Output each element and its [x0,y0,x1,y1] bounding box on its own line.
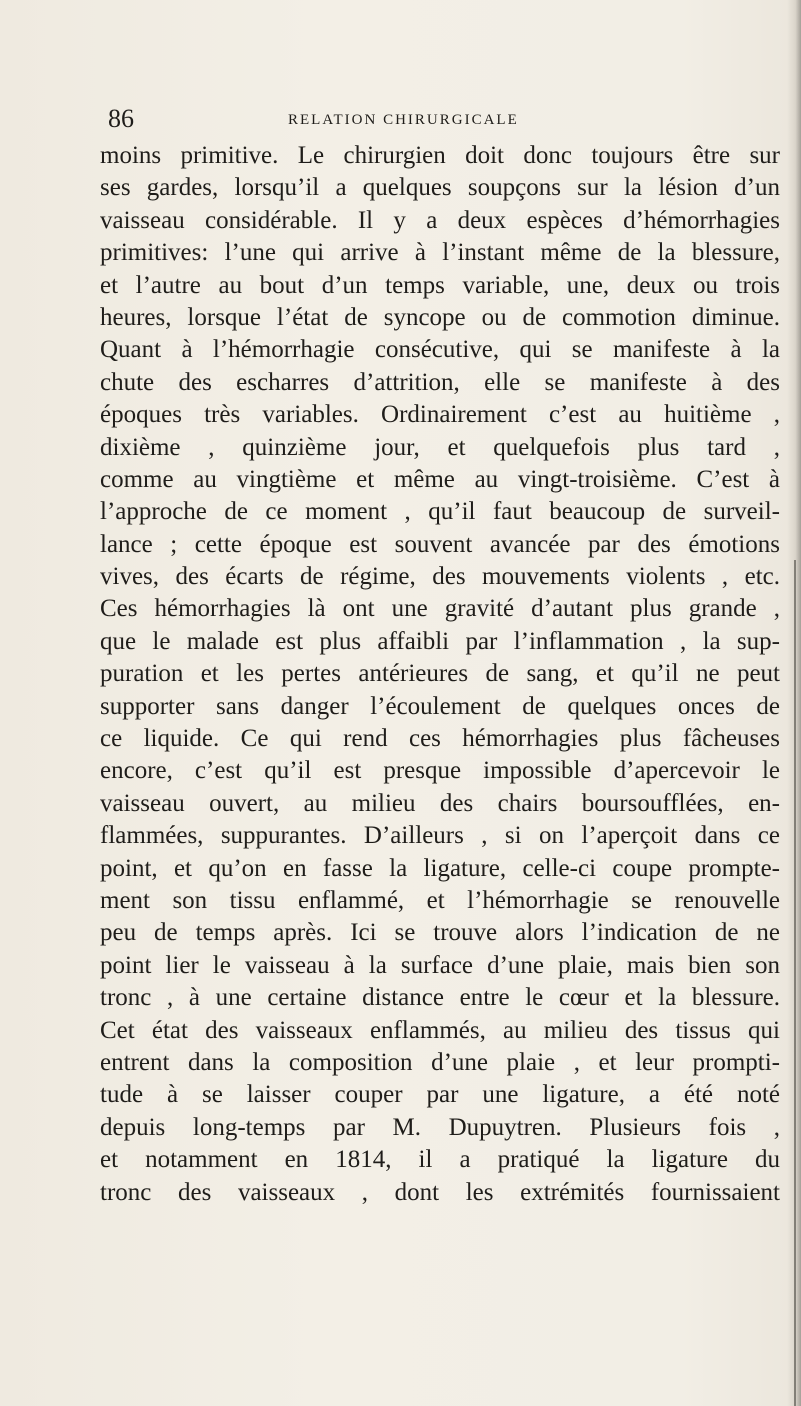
text-line: chute des escharres d’attrition, elle se manifeste à des [100,368,780,396]
text-line: point, et qu’on en fasse la ligature, celle-ci coupe prompte- [100,854,780,882]
text-line: supporter sans danger l’écoulement de quelques onces de [100,692,780,720]
text-line: tronc , à une certaine distance entre le cœur et la blessure. [100,984,780,1012]
page-number: 86 [108,104,134,133]
text-line: que le malade est plus affaibli par l’inflammation , la sup- [100,627,780,655]
text-line: vives, des écarts de régime, des mouvements violents , etc. [100,563,780,591]
text-line: flammées, suppurantes. D’ailleurs , si on l’aperçoit dans ce [100,822,780,850]
text-line: entrent dans la composition d’une plaie , et leur prompti- [100,1048,780,1076]
text-line: l’approche de ce moment , qu’il faut beaucoup de surveil- [100,498,780,526]
text-line: ce liquide. Ce qui rend ces hémorrhagies plus fâcheuses [100,725,780,753]
text-line: et l’autre au bout d’un temps variable, une, deux ou trois [100,271,780,299]
page-edge-line [794,560,796,1406]
text-line: lance ; cette époque est souvent avancée par des émotions [100,530,780,558]
text-line: dixième , quinzième jour, et quelquefois plus tard , [100,433,780,461]
text-line: époques très variables. Ordinairement c’est au huitième , [100,401,780,429]
text-line: heures, lorsque l’état de syncope ou de commotion diminue. [100,303,780,331]
text-line: puration et les pertes antérieures de sang, et qu’il ne peut [100,660,780,688]
text-line: tronc des vaisseaux , dont les extrémités fournissaient [100,1178,780,1206]
text-line: vaisseau considérable. Il y a deux espèces d’hémorrhagies [100,206,780,234]
text-line: encore, c’est qu’il est presque impossible d’apercevoir le [100,757,780,785]
text-line: moins primitive. Le chirurgien doit donc toujours être sur [100,142,780,169]
text-line: Quant à l’hémorrhagie consécutive, qui se manifeste à la [100,336,780,364]
text-line: primitives: l’une qui arrive à l’instant même de la blessure, [100,239,780,267]
text-line: peu de temps après. Ici se trouve alors l’indication de ne [100,919,780,947]
text-line: Ces hémorrhagies là ont une gravité d’autant plus grande , [100,595,780,623]
text-line: ment son tissu enflammé, et l’hémorrhagie se renouvelle [100,886,780,914]
text-line: depuis long-temps par M. Dupuytren. Plusieurs fois , [100,1113,780,1141]
text-line: tude à se laisser couper par une ligature, a été noté [100,1081,780,1109]
page-header [100,104,760,134]
text-line: et notamment en 1814, il a pratiqué la ligature du [100,1146,780,1174]
body-text [100,140,780,1209]
text-line: Cet état des vaisseaux enflammés, au milieu des tissus qui [100,1016,780,1044]
text-line: vaisseau ouvert, au milieu des chairs boursoufflées, en- [100,789,780,817]
text-line: point lier le vaisseau à la surface d’une plaie, mais bien son [100,951,780,979]
running-head: RELATION CHIRURGICALE [288,112,519,128]
text-line: comme au vingtième et même au vingt-troisième. C’est à [100,465,780,493]
text-line: ses gardes, lorsqu’il a quelques soupçons sur la lésion d’un [100,174,780,202]
